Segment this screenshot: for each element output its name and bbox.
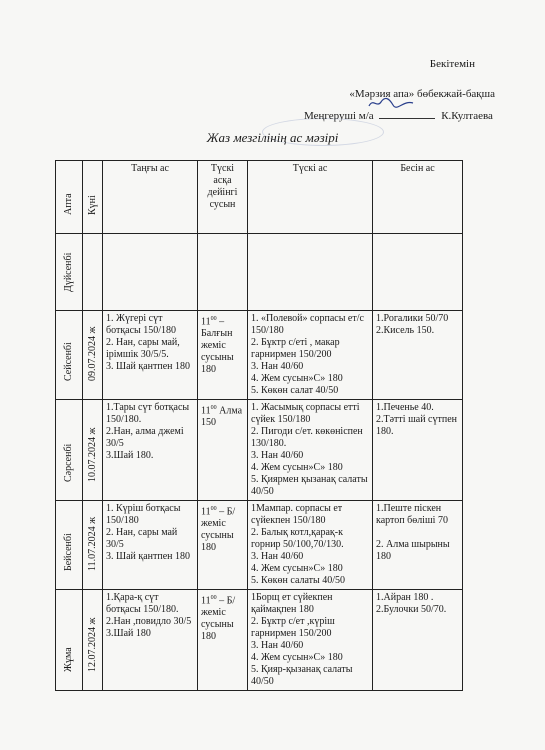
day-cell: Жұма [56,590,83,691]
header-snack: Бесін ас [373,161,463,234]
menu-item: 1.Рогалики 50/70 [376,313,449,324]
date-cell: 11.07.2024 ж [83,501,103,590]
time-hour: 11 [201,316,211,328]
menu-item: 3.Шай 180 [106,628,151,639]
menu-item: 1.Тары сүт ботқасы 150/180. [106,402,190,425]
drink-text: – Б/жеміс сусыны 180 [201,506,236,554]
header-pre-lunch: Түскі асқа дейінгі сусын [198,161,248,234]
date-cell [83,234,103,311]
snack-cell [373,501,463,590]
menu-title: Жаз мезгілінің ас мәзірі [206,130,339,145]
lunch-cell [248,311,373,400]
menu-item: 4. Жем сусын»С» 180 [251,563,343,574]
menu-item: 2. Пигоди с/ет. көкөніспен 130/180. [251,426,363,449]
menu-item: 2. Нан, сары май, ірімшік 30/5/5. [106,337,180,360]
head-name: К.Култаева [441,110,493,122]
breakfast-cell [103,234,198,311]
menu-item [376,527,459,539]
menu-item: 2.Булочки 50/70. [376,604,447,615]
menu-row [56,501,463,590]
menu-item: 5. Қияр-қызанақ салаты 40/50 [251,664,353,687]
menu-row [56,400,463,501]
menu-item: 4. Жем сусын»С» 180 [251,652,343,663]
menu-item: 3. Нан 40/60 [251,361,304,372]
snack-cell [373,311,463,400]
menu-item: 1.Печенье 40. [376,402,434,413]
breakfast-cell [103,590,198,691]
menu-item: 2. Бұктр с/ет ,күріш гарнирмен 150/200 [251,616,335,639]
menu-item: 2. Нан, сары май 30/5 [106,527,178,550]
menu-item: 1Мампар. сорпасы ет сүйекпен 150/180 [251,503,343,526]
time-minutes: 00 [210,405,217,411]
time-minutes: 00 [210,506,217,512]
drink-text: – Б/жеміс сусыны 180 [201,595,236,643]
day-cell: Сәрсенбі [56,400,83,501]
day-cell: Сейсенбі [56,311,83,400]
header-breakfast: Таңғы ас [103,161,198,234]
menu-item: 2. Бұктр с/еті , макар гарнирмен 150/200 [251,337,340,360]
kindergarten-name: «Мәрзия апа» бөбекжай-бақша [349,88,495,100]
menu-item: 3.Шай 180. [106,450,154,461]
menu-item: 3. Нан 40/60 [251,640,304,651]
menu-row [56,311,463,400]
menu-body [56,234,463,691]
menu-item: 3. Нан 40/60 [251,551,304,562]
date-cell: 10.07.2024 ж [83,400,103,501]
menu-item: 1. Жүгері сүт ботқасы 150/180 [106,313,177,336]
menu-item: 1.Пеште піскен картоп бөліші 70 [376,503,448,526]
lunch-cell [248,501,373,590]
menu-item: 2. Алма шырыны 180 [376,539,450,562]
time-hour: 11 [201,595,211,607]
breakfast-cell [103,501,198,590]
date-cell: 12.07.2024 ж [83,590,103,691]
menu-item: 1.Айран 180 . [376,592,434,603]
menu-item: 2. Балық котл,қарақ-к горнир 50/100,70/130. [251,527,344,550]
menu-table [55,160,463,691]
snack-cell [373,590,463,691]
time-hour: 11 [201,405,211,417]
menu-item: 5. Көкөн салат 40/50 [251,385,339,396]
breakfast-cell [103,400,198,501]
menu-item: 1. Күріш ботқасы 150/180 [106,503,181,526]
day-cell: Дүйсенбі [56,234,83,311]
menu-row [56,590,463,691]
pre-lunch-cell [198,234,248,311]
header-date: Күні [83,161,103,234]
pre-lunch-cell [198,501,248,590]
menu-item: 4. Жем сусын»С» 180 [251,462,343,473]
menu-item: 3. Нан 40/60 [251,450,304,461]
menu-item: 2.Тәтті шай сүтпен 180. [376,414,458,437]
menu-item: 3. Шай қантпен 180 [106,551,191,562]
menu-row [56,234,463,311]
lunch-cell [248,590,373,691]
pre-lunch-cell [198,311,248,400]
menu-item: 4. Жем сусын»С» 180 [251,373,343,384]
menu-item: 5. Қиярмен қызанақ салаты 40/50 [251,474,368,497]
time-minutes: 00 [210,316,217,322]
snack-cell [373,400,463,501]
menu-item: 2.Нан ,повидло 30/5 [106,616,192,627]
snack-cell [373,234,463,311]
breakfast-cell [103,311,198,400]
time-hour: 11 [201,506,211,518]
header-week: Апта [56,161,83,234]
header-lunch: Түскі ас [248,161,373,234]
drink-text: – Балғын жеміс сусыны 180 [201,316,234,376]
menu-item: 3. Шай қантпен 180 [106,361,191,372]
menu-item: 1Борщ ет сүйекпен қаймақпен 180 [251,592,333,615]
menu-item: 1.Қара-қ сүт ботқасы 150/180. [106,592,179,615]
time-minutes: 00 [210,595,217,601]
lunch-cell [248,234,373,311]
menu-item: 5. Көкөн салаты 40/50 [251,575,346,586]
approval-signature-line [304,110,493,122]
menu-item: 1. «Полевой» сорпасы ет/с 150/180 [251,313,364,336]
approval-heading: Бекітемін [429,58,475,70]
menu-item: 2.Кисель 150. [376,325,435,336]
menu-item: 2.Нан, алма джемі 30/5 [106,426,184,449]
signature-image [367,96,415,110]
bleed-through-text [300,40,304,58]
lunch-cell [248,400,373,501]
menu-item: 1. Жасымық сорпасы етті сүйек 150/180 [251,402,360,425]
drink-text: Алма 150 [201,405,243,429]
head-prefix: Меңгеруші м/а [304,110,374,122]
pre-lunch-cell [198,400,248,501]
date-cell: 09.07.2024 ж [83,311,103,400]
pre-lunch-cell [198,590,248,691]
day-cell: Бейсенбі [56,501,83,590]
